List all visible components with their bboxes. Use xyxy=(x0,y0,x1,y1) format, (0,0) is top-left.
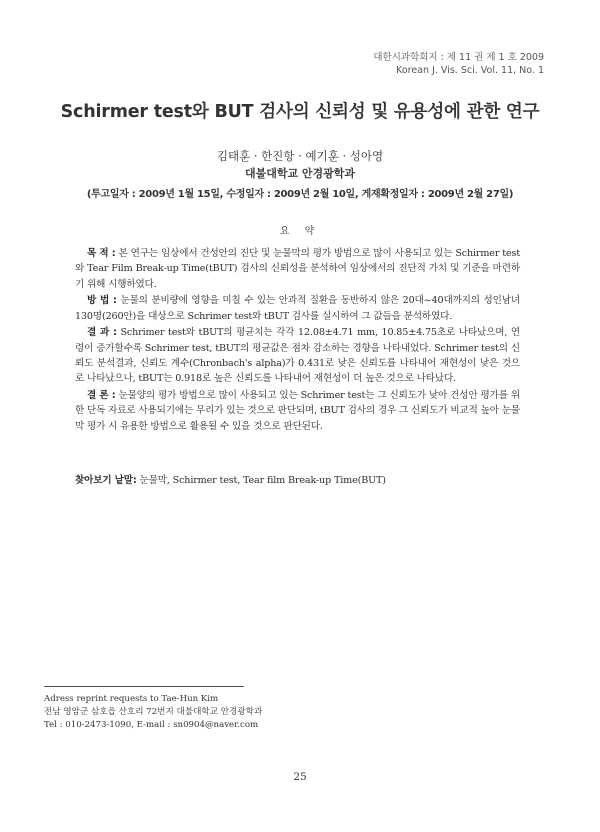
keywords-label: 찾아보기 낱말: xyxy=(75,475,137,486)
keywords xyxy=(75,472,520,486)
purpose-text: 본 연구는 임상에서 건성안의 진단 및 눈물막의 평가 방법으로 많이 사용되고 있는 Schirmer test와 Tear Film Break-up Time(tBUT) 검사의 신뢰성을 분석하여 임상에서의 진단적 가치 및 기준을 마련하기 위해 시행하였다. xyxy=(75,248,520,290)
results-label: 결 과 : xyxy=(87,327,117,339)
page-number: 25 xyxy=(293,771,307,783)
methods-text: 눈물의 분비량에 영향을 미칠 수 있는 안과적 질환을 동반하지 않은 20대~40대까지의 성인남녀 130명(260안)을 대상으로 Schrimer test와 tBUT 검사를 실시하여 그 값들을 분석하였다. xyxy=(75,295,520,322)
abstract-methods xyxy=(75,293,520,324)
journal-citation-korean: 대한시과학회지 : 제 11 권 제 1 호 2009 xyxy=(373,52,544,63)
keywords-text: 눈물막, Schirmer test, Tear film Break-up Time(BUT) xyxy=(139,475,386,486)
purpose-label: 목 적 : xyxy=(87,248,116,259)
footnote-contact: Tel : 010-2473-1090, E-mail : sn0904@naver.com xyxy=(44,720,259,730)
results-text: Schrimer test와 tBUT의 평균치는 각각 12.08±4.71 mm, 10.85±4.75초로 나타났으며, 연령이 증가할수록 Schrimer test, tBUT의 평균값은 점차 감소하는 경향을 나타내었다. Schrimer test의 신뢰도 분석결과, 신뢰도 계수(Chronbach's alpha)가 0.431로 낮은 신뢰도를 나타내어 재현성이 낮은 것으로 나타났으나, tBUT는 0.918로 높은 신뢰도를 나타내어 재현성이 더 높은 것으로 나타났다. xyxy=(75,327,520,385)
footnote-address: 전남 영암군 삼호읍 산호리 72번지 대불대학교 안경광학과 xyxy=(44,707,263,717)
abstract-purpose xyxy=(75,246,520,292)
abstract-conclusion xyxy=(75,388,520,434)
submission-dates: (투고일자 : 2009년 1월 15일, 수정일자 : 2009년 2월 10일, 게재확정일자 : 2009년 2월 27일) xyxy=(86,189,514,200)
methods-label: 방 법 : xyxy=(87,295,117,307)
paper-title: Schirmer test와 BUT 검사의 신뢰성 및 유용성에 관한 연구 xyxy=(60,102,540,122)
conclusion-text: 눈물양의 평가 방법으로 많이 사용되고 있는 Schrimer test는 그 신뢰도가 낮아 건성안 평가를 위한 단독 자료로 사용되기에는 무리가 있는 것으로 판단되며, tBUT 검사의 경우 그 신뢰도가 비교적 높아 눈물막 평가 시 유용한 방법으로 활용될 수 있을 것으로 판단된다. xyxy=(75,390,521,432)
abstract-body xyxy=(75,246,520,436)
author-list: 김태훈 · 한진항 · 예기훈 · 성아영 xyxy=(216,149,384,163)
footnote-reprint: Adress reprint requests to Tae-Hun Kim xyxy=(44,694,219,704)
abstract-results xyxy=(75,325,520,386)
journal-citation-english: Korean J. Vis. Sci. Vol. 11, No. 1 xyxy=(396,65,544,76)
journal-header xyxy=(373,51,544,77)
affiliation: 대불대학교 안경광학과 xyxy=(244,167,356,180)
abstract-heading: 요 약 xyxy=(279,226,321,237)
correspondence-footnote xyxy=(44,693,262,732)
conclusion-label: 결 론 : xyxy=(87,390,116,402)
footnote-divider xyxy=(44,686,244,687)
